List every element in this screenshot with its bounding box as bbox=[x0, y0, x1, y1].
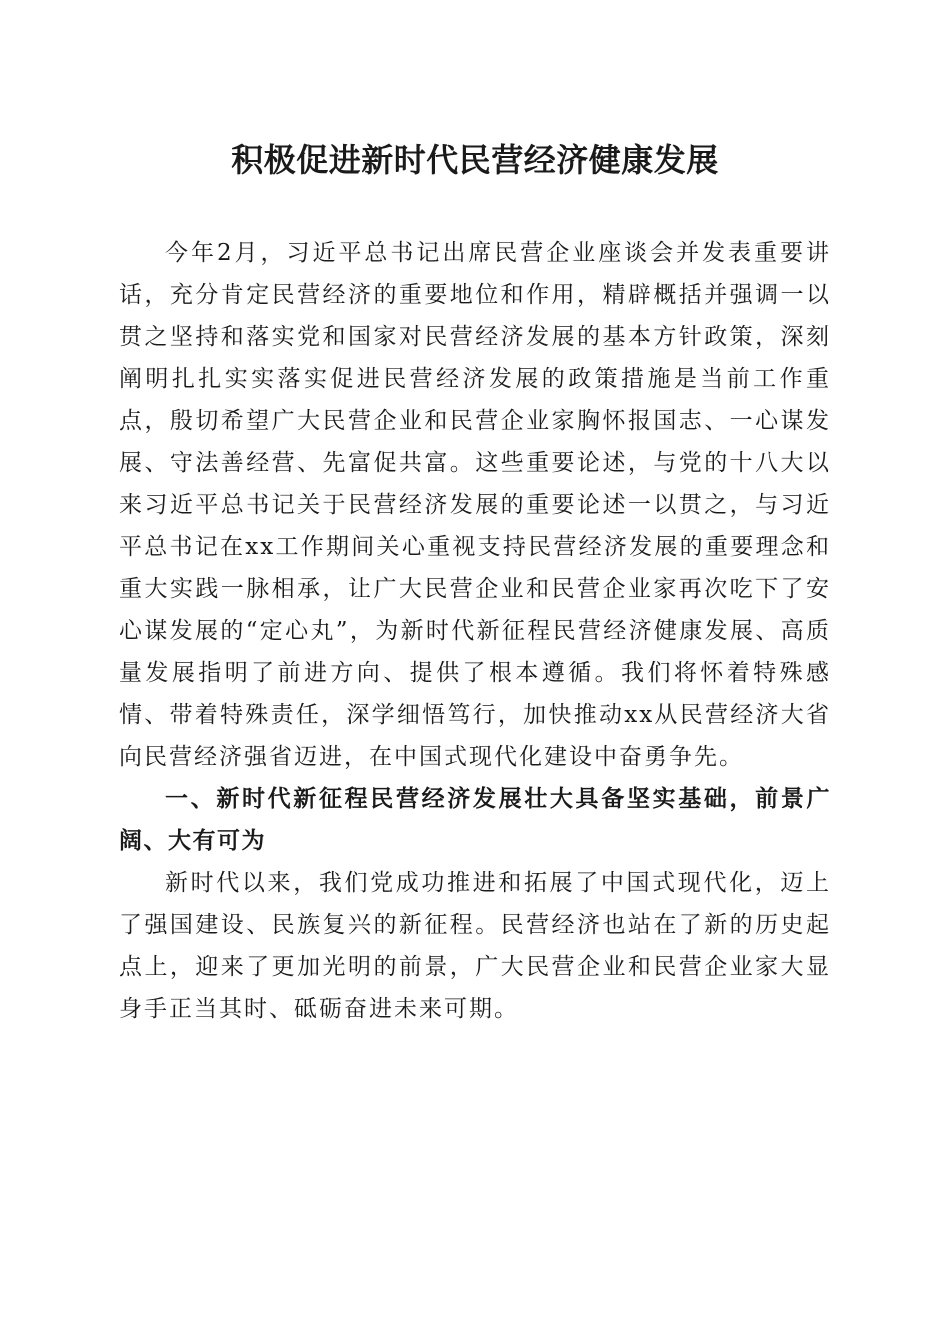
document-title: 积极促进新时代民营经济健康发展 bbox=[231, 141, 719, 179]
document-body bbox=[119, 232, 831, 1030]
section-1-heading: 一、新时代新征程民营经济发展壮大具备坚实基础，前景广阔、大有可为 bbox=[119, 786, 831, 854]
section-1-paragraph: 新时代以来，我们党成功推进和拓展了中国式现代化，迈上了强国建设、民族复兴的新征程。民营经济也站在了新的历史起点上，迎来了更加光明的前景，广大民营企业和民营企业家大显身手正当其时、砥砺奋进未来可期。 bbox=[119, 870, 831, 1022]
intro-paragraph: 今年2月，习近平总书记出席民营企业座谈会并发表重要讲话，充分肯定民营经济的重要地位和作用，精辟概括并强调一以贯之坚持和落实党和国家对民营经济发展的基本方针政策，深刻阐明扎扎实实落实促进民营经济发展的政策措施是当前工作重点，殷切希望广大民营企业和民营企业家胸怀报国志、一心谋发展、守法善经营、先富促共富。这些重要论述，与党的十八大以来习近平总书记关于民营经济发展的重要论述一以贯之，与习近平总书记在xx工作期间关心重视支持民营经济发展的重要理念和重大实践一脉相承，让广大民营企业和民营企业家再次吃下了安心谋发展的“定心丸”，为新时代新征程民营经济健康发展、高质量发展指明了前进方向、提供了根本遵循。我们将怀着特殊感情、带着特殊责任，深学细悟笃行，加快推动xx从民营经济大省向民营经济强省迈进，在中国式现代化建设中奋勇争先。 bbox=[119, 240, 831, 770]
